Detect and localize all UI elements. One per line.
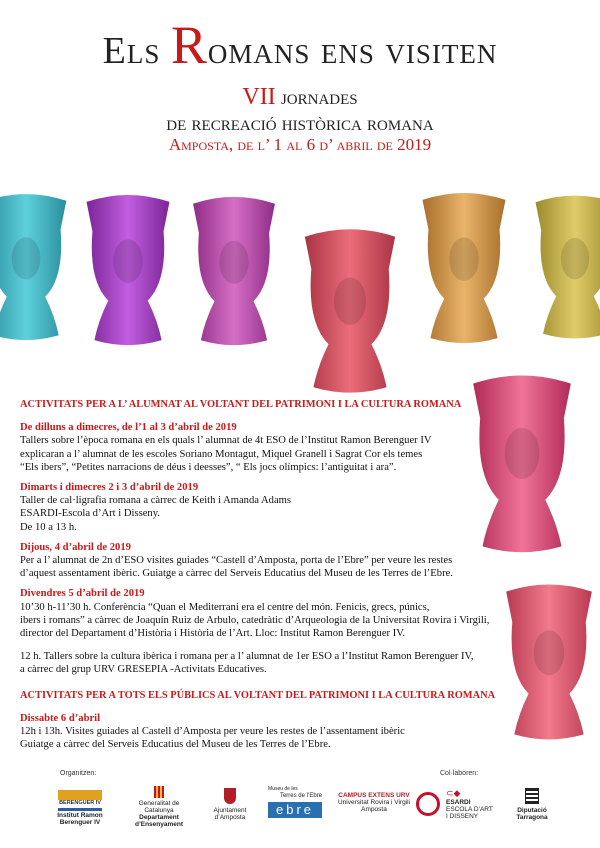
program-block-thursday: [20, 541, 580, 581]
gencat-logo: [132, 786, 186, 828]
collaborators-label: Col·laboren:: [440, 770, 479, 777]
block-line: Guiatge a càrrec del Serveis Educatius del Museu de les Terres de l’Ebre.: [20, 739, 331, 751]
vase-illustration-magenta: [184, 194, 284, 350]
spiral-emblem-icon: [416, 792, 440, 816]
esardi-mark-icon: ⊂◆: [446, 788, 461, 798]
block-line: 12h i 13h. Visites guiades al Castell d’Amposta per veure les restes de l’assentament ibèric: [20, 726, 405, 738]
urv-line: Amposta: [361, 806, 387, 813]
berenguer-stripe: [58, 808, 102, 811]
museu-line: Museu de les: [268, 786, 298, 792]
block-line: Taller de cal·ligrafia romana a càrrec de Keith i Amanda Adams: [20, 495, 292, 507]
diputacio-line: Tarragona: [516, 814, 548, 821]
block-line: “Els ibers”, “Petites narracions de déus i deesses”, “ Els jocs olímpics: l’antiguitat i ara”.: [20, 461, 397, 473]
edition-number: VII: [242, 84, 276, 110]
section-heading-students: ACTIVITATS PER A L’ ALUMNAT AL VOLTANT DEL PATRIMONI I LA CULTURA ROMANA: [20, 399, 462, 410]
berenguer-emblem: [58, 790, 102, 800]
berenguer-name: Institut Ramon Berenguer IV: [57, 812, 103, 826]
esardi-line: ESARDI: [446, 799, 471, 806]
block-line: De 10 a 13 h.: [20, 521, 77, 533]
block-line: ibers i romans” a càrrec de Joaquín Ruiz de Arbulo, catedràtic d’Arqueologia de la Universitat Rovira i Virgili,: [20, 614, 490, 626]
program-block-friday-workshops: [20, 650, 580, 676]
program-block-friday: [20, 587, 580, 640]
esardi-line: ESCOLA D’ART: [446, 806, 493, 813]
block-line: 12 h. Tallers sobre la cultura ibèrica i romana per a l’ alumnat de 1er ESO a l’Institut Ramon Berenguer IV,: [20, 651, 474, 663]
footer-logos: [0, 786, 600, 826]
urv-line: Universitat Rovira i Virgili: [337, 799, 411, 806]
diputacio-logo: [510, 788, 554, 821]
vase-illustration-orange: [414, 190, 514, 348]
block-title: De dilluns a dimecres, de l’1 al 3 d’abril de 2019: [20, 422, 237, 434]
ajuntament-name: Ajuntament d’Amposta: [213, 807, 247, 821]
title-part: omans ens visiten: [207, 30, 498, 72]
gencat-line: d’Ensenyament: [134, 821, 184, 828]
ajuntament-shield-icon: [224, 788, 236, 804]
edition-line: [0, 84, 600, 111]
program-block-tue-wed: [20, 481, 580, 534]
organizers-label: Organitzen:: [60, 770, 97, 777]
berenguer-logo: [52, 790, 108, 826]
block-line: Tallers sobre l’època romana en els quals l’ alumnat de 4t ESO de l’Institut Ramon Berenguer IV: [20, 435, 432, 447]
block-line: Per a l’ alumnat de 2n d’ESO visites guiades “Castell d’Amposta, porta de l’Ebre” per veure les restes: [20, 555, 453, 567]
block-title: Dijous, 4 d’abril de 2019: [20, 541, 131, 553]
gencat-emblem: [154, 786, 164, 798]
vase-illustration-red: [292, 226, 408, 398]
subtitle: de recreació històrica romana: [166, 111, 434, 135]
ajuntament-logo: [200, 788, 260, 821]
program-block-mon-wed: [20, 421, 580, 474]
urv-line: CAMPUS EXTENS URV: [338, 792, 410, 799]
vase-illustration-cyan: [0, 188, 74, 348]
museu-logo: [268, 786, 322, 818]
urv-logo: [334, 792, 414, 813]
block-line: ESARDI-Escola d’Art i Disseny.: [20, 508, 160, 520]
block-line: 10’30 h-11’30 h. Conferència “Quan el Mediterrani era el centre del món. Fenicis, grecs, púnics,: [20, 601, 430, 613]
title-initial-r: R: [170, 15, 208, 75]
edition-text: jornades: [275, 85, 358, 109]
section-heading-public: ACTIVITATS PER A TOTS ELS PÚBLICS AL VOLTANT DEL PATRIMONI I LA CULTURA ROMANA: [20, 689, 496, 701]
gencat-line: Generalitat de Catalunya: [138, 800, 180, 814]
block-line: a càrrec del grup URV GRESEPIA -Activitats Educatives.: [20, 664, 267, 676]
poster-title: [0, 14, 600, 76]
program-block-saturday: [20, 712, 580, 752]
block-title: Dimarts i dimecres 2 i 3 d’abril de 2019: [20, 482, 199, 494]
museu-word: ebre: [268, 802, 322, 818]
diputacio-line: Diputació: [517, 807, 547, 814]
vase-illustration-yellow: [528, 188, 600, 348]
berenguer-top-text: BERENGUER IV: [59, 800, 101, 806]
block-title: Dissabte 6 d’abril: [20, 712, 101, 724]
museu-line: Terres de l’Ebre: [279, 793, 322, 799]
esardi-line: I DISSENY: [446, 813, 479, 820]
diputacio-emblem-icon: [525, 788, 539, 804]
esardi-logo: [446, 790, 496, 820]
block-line: director del Departament d’Història i Història de l’Art. Lloc: Institut Ramon Berenguer IV.: [20, 628, 406, 640]
place-dates: Amposta, de l’ 1 al 6 d’ abril de 2019: [168, 135, 432, 154]
block-line: d’aquest assentament ibèric. Guiatge a càrrec del Serveis Educatius del Museu de les Terres de l’Ebre.: [20, 568, 453, 580]
vase-illustration-purple: [78, 192, 178, 350]
block-title: Divendres 5 d’abril de 2019: [20, 588, 145, 600]
title-part: Els: [102, 30, 171, 72]
gencat-line: Departament: [139, 814, 179, 821]
block-line: explicaran a l’ alumnat de les escoles Soriano Montagut, Miquel Granell i Sagrat Cor els temes: [20, 448, 423, 460]
program-content: [20, 398, 580, 758]
